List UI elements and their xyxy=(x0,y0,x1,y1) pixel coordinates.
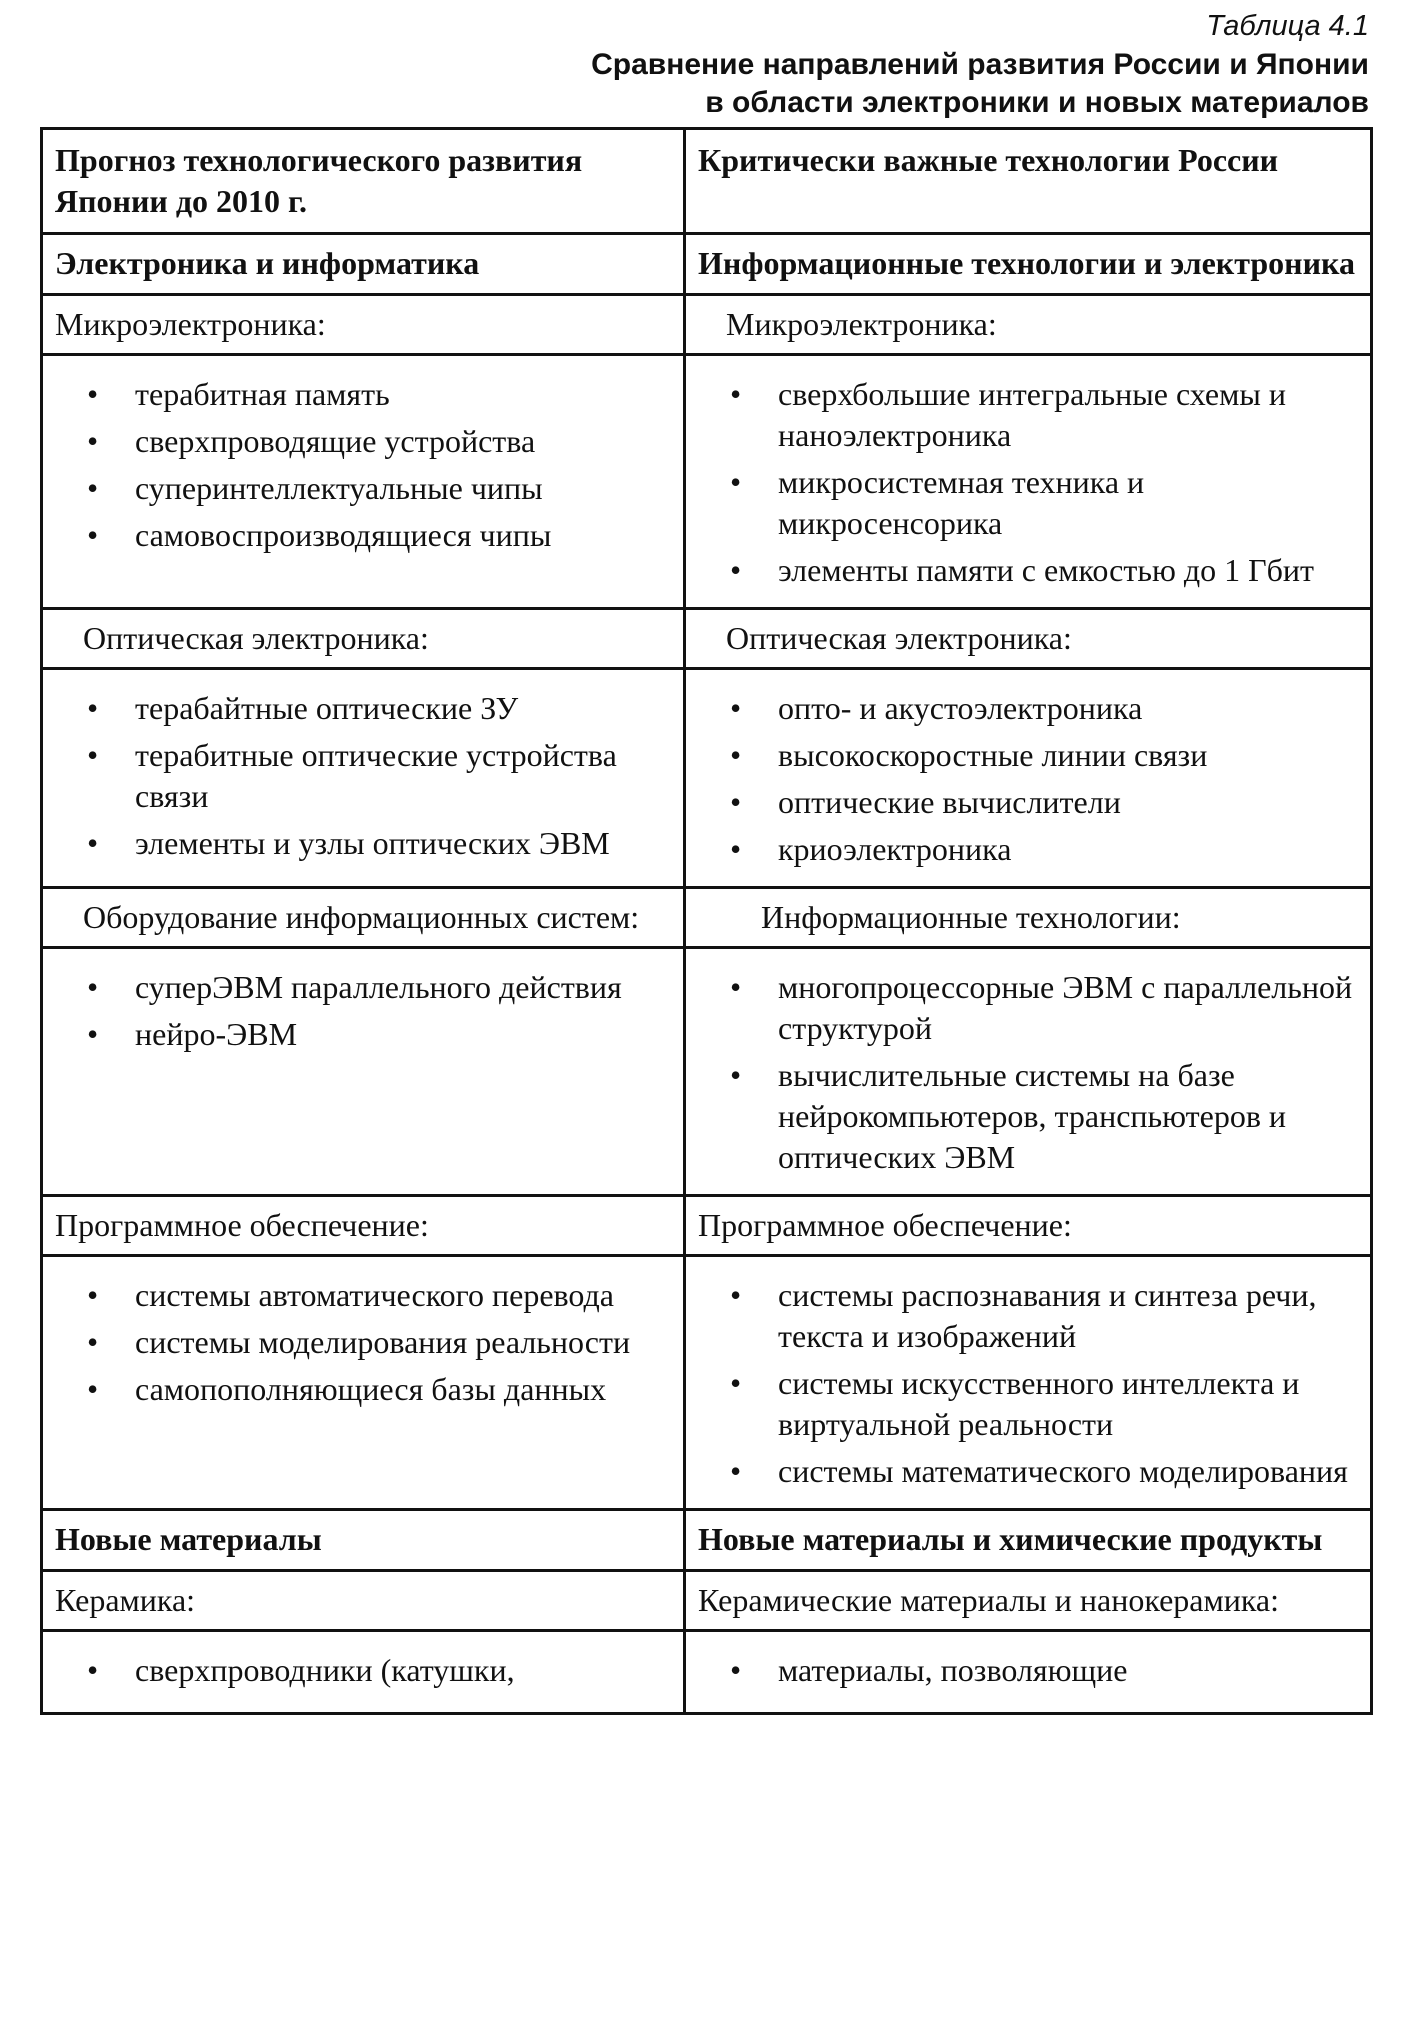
items-row xyxy=(42,669,1372,888)
header-japan: Прогноз технологического развития Японии до 2010 г. xyxy=(42,129,685,234)
list-item: • терабитная память xyxy=(55,374,673,415)
section-left: Новые материалы xyxy=(42,1510,685,1571)
items-right xyxy=(685,355,1372,609)
list-item: • многопроцессорные ЭВМ с параллельной структурой xyxy=(698,967,1360,1049)
list-item: • системы моделирования реальности xyxy=(55,1322,673,1363)
subheading-row xyxy=(42,888,1372,948)
items-left xyxy=(42,1631,685,1714)
list-item: • сверхпроводящие устройства xyxy=(55,421,673,462)
subheading-row xyxy=(42,609,1372,669)
subheading-left: Оборудование информационных систем: xyxy=(42,888,685,948)
section-row xyxy=(42,234,1372,295)
section-left: Электроника и информатика xyxy=(42,234,685,295)
list-item: • самовоспроизводящиеся чипы xyxy=(55,515,673,556)
list-item: • высокоскоростные линии связи xyxy=(698,735,1360,776)
subheading-left: Программное обеспечение: xyxy=(42,1196,685,1256)
list-item: • системы распознавания и синтеза речи, текста и изображений xyxy=(698,1275,1360,1357)
subheading-right: Информационные технологии: xyxy=(685,888,1372,948)
subheading-row xyxy=(42,1571,1372,1631)
items-left xyxy=(42,1256,685,1510)
items-right xyxy=(685,1631,1372,1714)
list-item: • суперЭВМ параллельного действия xyxy=(55,967,673,1008)
section-right: Новые материалы и химические продукты xyxy=(685,1510,1372,1571)
list-item: • вычислительные системы на базе нейрокомпьютеров, транспьютеров и оптических ЭВМ xyxy=(698,1055,1360,1178)
subheading-right: Оптическая электроника: xyxy=(685,609,1372,669)
list-item: • системы искусственного интеллекта и виртуальной реальности xyxy=(698,1363,1360,1445)
table-header-row xyxy=(42,129,1372,234)
subheading-left: Оптическая электроника: xyxy=(42,609,685,669)
list-item: • терабайтные оптические ЗУ xyxy=(55,688,673,729)
list-item: • микросистемная техника и микросенсорика xyxy=(698,462,1360,544)
table-title-line2: в области электроники и новых материалов xyxy=(705,86,1369,119)
items-row xyxy=(42,355,1372,609)
list-item: • системы автоматического перевода xyxy=(55,1275,673,1316)
list-item: • нейро-ЭВМ xyxy=(55,1014,673,1055)
subheading-left: Керамика: xyxy=(42,1571,685,1631)
items-right xyxy=(685,948,1372,1196)
subheading-right: Керамические материалы и нанокерамика: xyxy=(685,1571,1372,1631)
list-item: • сверхбольшие интегральные схемы и наноэлектроника xyxy=(698,374,1360,456)
subheading-right: Программное обеспечение: xyxy=(685,1196,1372,1256)
list-item: • суперинтеллектуальные чипы xyxy=(55,468,673,509)
items-row xyxy=(42,1631,1372,1714)
table-label: Таблица 4.1 xyxy=(1206,10,1369,42)
header-russia: Критически важные технологии России xyxy=(685,129,1372,234)
list-item: • системы математического моделирования xyxy=(698,1451,1360,1492)
items-row xyxy=(42,1256,1372,1510)
section-right: Информационные технологии и электроника xyxy=(685,234,1372,295)
comparison-table xyxy=(40,127,1373,1715)
items-right xyxy=(685,669,1372,888)
list-item: • криоэлектроника xyxy=(698,829,1360,870)
list-item: • оптические вычислители xyxy=(698,782,1360,823)
items-left xyxy=(42,948,685,1196)
list-item: • самопополняющиеся базы данных xyxy=(55,1369,673,1410)
list-item: • элементы и узлы оптических ЭВМ xyxy=(55,823,673,864)
list-item: • элементы памяти с емкостью до 1 Гбит xyxy=(698,550,1360,591)
list-item: • опто- и акустоэлектроника xyxy=(698,688,1360,729)
subheading-row xyxy=(42,1196,1372,1256)
subheading-row xyxy=(42,295,1372,355)
items-left xyxy=(42,355,685,609)
table-title-line1: Сравнение направлений развития России и Японии xyxy=(591,48,1369,81)
list-item: • терабитные оптические устройства связи xyxy=(55,735,673,817)
section-row xyxy=(42,1510,1372,1571)
items-row xyxy=(42,948,1372,1196)
list-item: • сверхпроводники (катушки, xyxy=(55,1650,673,1691)
items-right xyxy=(685,1256,1372,1510)
subheading-right: Микроэлектроника: xyxy=(685,295,1372,355)
list-item: • материалы, позволяющие xyxy=(698,1650,1360,1691)
subheading-left: Микроэлектроника: xyxy=(42,295,685,355)
items-left xyxy=(42,669,685,888)
